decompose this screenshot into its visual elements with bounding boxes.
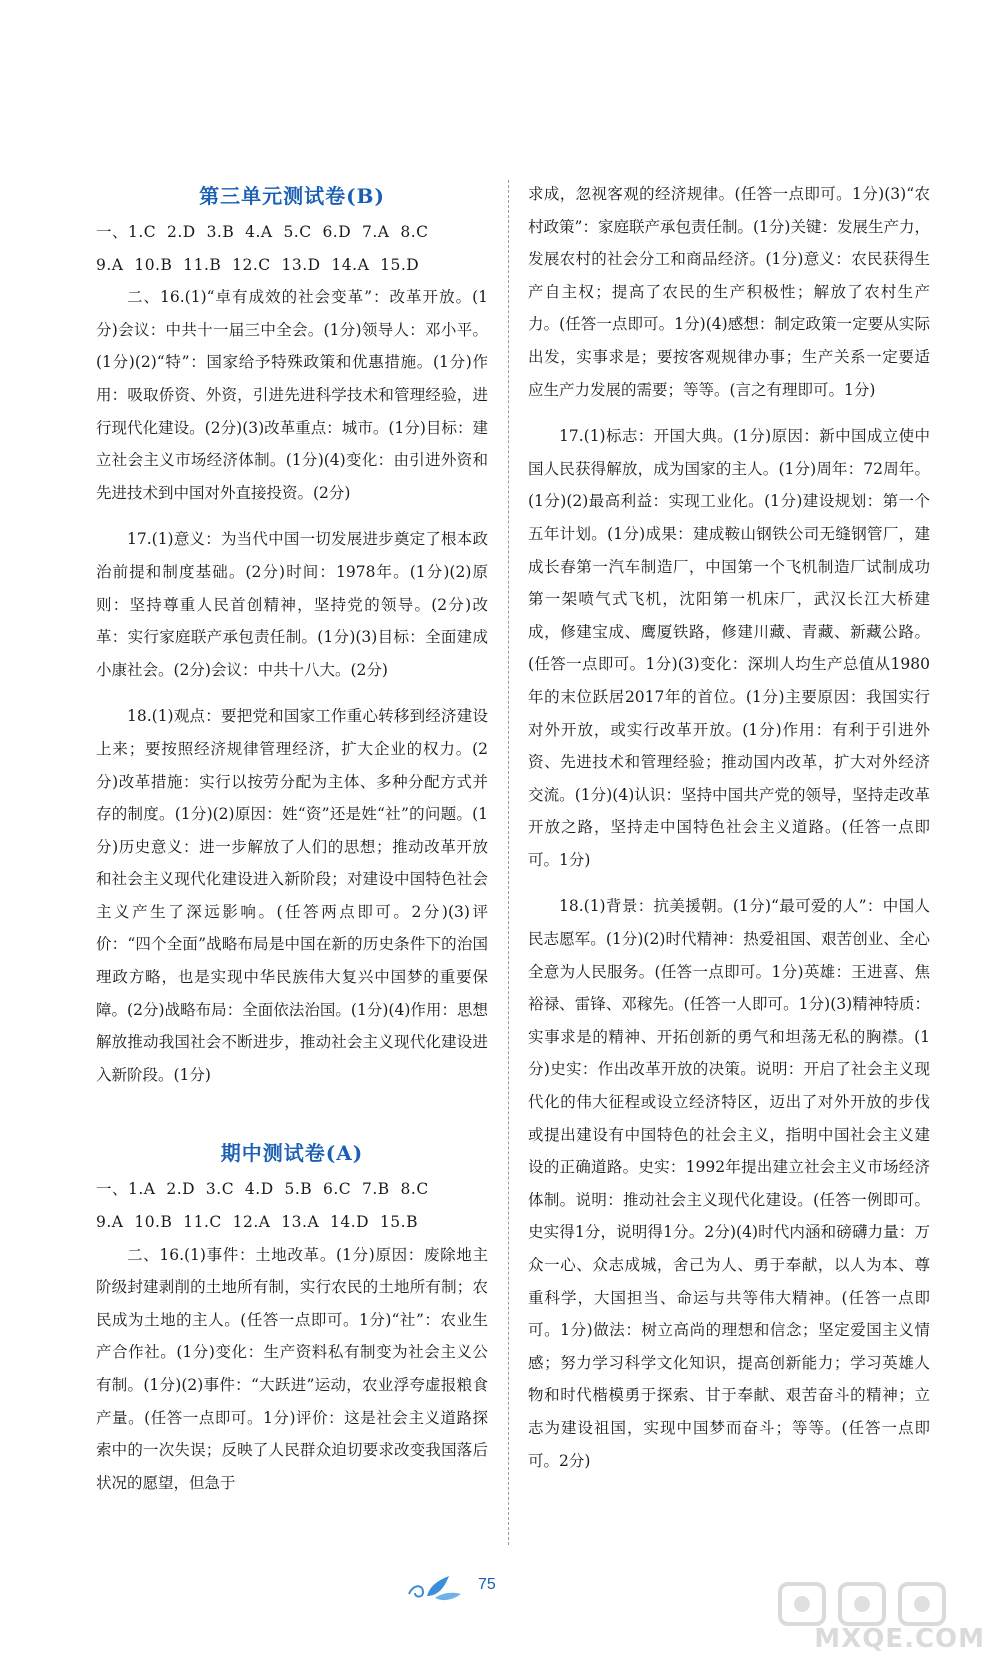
right-column [528, 178, 930, 1477]
swirl-leaf-ornament-icon [405, 1574, 465, 1608]
page-number: 75 [478, 1576, 496, 1593]
answer-q17: 17.(1)意义：为当代中国一切发展进步奠定了根本政治前提和制度基础。(2分)时间：1978年。(1分)(2)原则：坚持尊重人民首创精神，坚持党的领导。(2分)改革：实行家庭联产承包责任制。(1分)(3)目标：全面建成小康社会。(2分)会议：中共十八大。(2分) [96, 530, 488, 679]
answer-q18: 18.(1)背景：抗美援朝。(1分)“最可爱的人”：中国人民志愿军。(1分)(2)时代精神：热爱祖国、艰苦创业、全心全意为人民服务。(任答一点即可。1分)英雄：王进喜、焦裕禄、雷锋、邓稼先。(任答一人即可。1分)(3)精神特质：实事求是的精神、开拓创新的勇气和坦荡无私的胸襟。(1分)史实：作出改革开放的决策。说明：开启了社会主义现代化的伟大征程或设立经济特区，迈出了对外开放的步伐或提出建设有中国特色的社会主义，指明中国社会主义建设的正确道路。史实：1992年提出建立社会主义市场经济体制。说明：推动社会主义现代化建设。(任答一例即可。史实得1分，说明得1分。2分)(4)时代内涵和磅礴力量：万众一心、众志成城，舍己为人、勇于奉献，以人为本、尊重科学，大国担当、命运与共等伟大精神。(任答一点即可。1分)做法：树立高尚的理想和信念；坚定爱国主义情感；努力学习科学文化知识，提高创新能力；学习英雄人物和时代楷模勇于探索、甘于奉献、艰苦奋斗的精神；立志为建设祖国，实现中国梦而奋斗；等等。(任答一点即可。2分) [528, 897, 930, 1470]
mc-answers-line-2: 9.A 10.B 11.B 12.C 13.D 14.A 15.D [96, 255, 420, 274]
answer-q17: 17.(1)标志：开国大典。(1分)原因：新中国成立使中国人民获得解放，成为国家的主人。(1分)周年：72周年。(1分)(2)最高利益：实现工业化。(1分)建设规划：第一个五年计划。(1分)成果：建成鞍山钢铁公司无缝钢管厂，建成长春第一汽车制造厂，中国第一个飞机制造厂试制成功第一架喷气式飞机，沈阳第一机床厂，武汉长江大桥建成，修建宝成、鹰厦铁路，修建川藏、青藏、新藏公路。(任答一点即可。1分)(3)变化：深圳人均生产总值从1980年的末位跃居2017年的首位。(1分)主要原因：我国实行对外开放，或实行改革开放。(1分)作用：有利于引进外资、先进技术和管理经验；推动国内改革，扩大对外经济交流。(1分)(4)认识：坚持中国共产党的领导，坚持走改革开放之路，坚持走中国特色社会主义道路。(任答一点即可。1分) [528, 427, 930, 869]
section-title-unit3-b: 第三单元测试卷(B) [199, 184, 385, 208]
answer-q16-part2: 求成，忽视客观的经济规律。(任答一点即可。1分)(3)“农村政策”：家庭联产承包责任制。(1分)关键：发展生产力，发展农村的社会分工和商品经济。(1分)意义：农民获得生产自主权；提高了农民的生产积极性；解放了农村生产力。(任答一点即可。1分)(4)感想：制定政策一定要从实际出发，实事求是；要按客观规律办事；生产关系一定要适应生产力发展的需要；等等。(言之有理即可。1分) [528, 185, 930, 399]
mc-answers-line-1: 一、1.C 2.D 3.B 4.A 5.C 6.D 7.A 8.C [96, 223, 429, 241]
watermark-text: MXQE.COM [814, 1624, 985, 1654]
left-column [96, 168, 488, 1499]
answer-logo-watermark-icon [760, 1580, 995, 1660]
answer-q16: 二、16.(1)“卓有成效的社会变革”：改革开放。(1分)会议：中共十一届三中全会。(1分)领导人：邓小平。(1分)(2)“特”：国家给予特殊政策和优惠措施。(1分)作用：吸取侨资、外资，引进先进科学技术和管理经验，进行现代化建设。(2分)(3)改革重点：城市。(1分)目标：建立社会主义市场经济体制。(1分)(4)变化：由引进外资和先进技术到中国对外直接投资。(2分) [96, 288, 488, 502]
mc-answers-line-2: 9.A 10.B 11.C 12.A 13.A 14.D 15.B [96, 1213, 418, 1232]
answer-q18: 18.(1)观点：要把党和国家工作重心转移到经济建设上来；要按照经济规律管理经济，扩大企业的权力。(2分)改革措施：实行以按劳分配为主体、多种分配方式并存的制度。(1分)(2)原因：姓“资”还是姓“社”的问题。(1分)历史意义：进一步解放了人们的思想；推动改革开放和社会主义现代化建设进入新阶段；对建设中国特色社会主义产生了深远影响。(任答两点即可。2分)(3)评价：“四个全面”战略布局是中国在新的历史条件下的治国理政方略，也是实现中华民族伟大复兴中国梦的重要保障。(2分)战略布局：全面依法治国。(1分)(4)作用：思想解放推动我国社会不断进步，推动社会主义现代化建设进入新阶段。(1分) [96, 707, 488, 1084]
mc-answers-line-1: 一、1.A 2.D 3.C 4.D 5.B 6.C 7.B 8.C [96, 1180, 429, 1199]
section-title-midterm-a: 期中测试卷(A) [220, 1141, 364, 1166]
answer-q16-part1: 二、16.(1)事件：土地改革。(1分)原因：废除地主阶级封建剥削的土地所有制，实行农民的土地所有制；农民成为土地的主人。(任答一点即可。1分)“社”：农业生产合作社。(1分)变化：生产资料私有制变为社会主义公有制。(1分)(2)事件：“大跃进”运动，农业浮夸虚报粮食产量。(任答一点即可。1分)评价：这是社会主义道路探索中的一次失误；反映了人民群众迫切要求改变我国落后状况的愿望，但急于 [96, 1245, 488, 1492]
column-divider [508, 180, 509, 1545]
